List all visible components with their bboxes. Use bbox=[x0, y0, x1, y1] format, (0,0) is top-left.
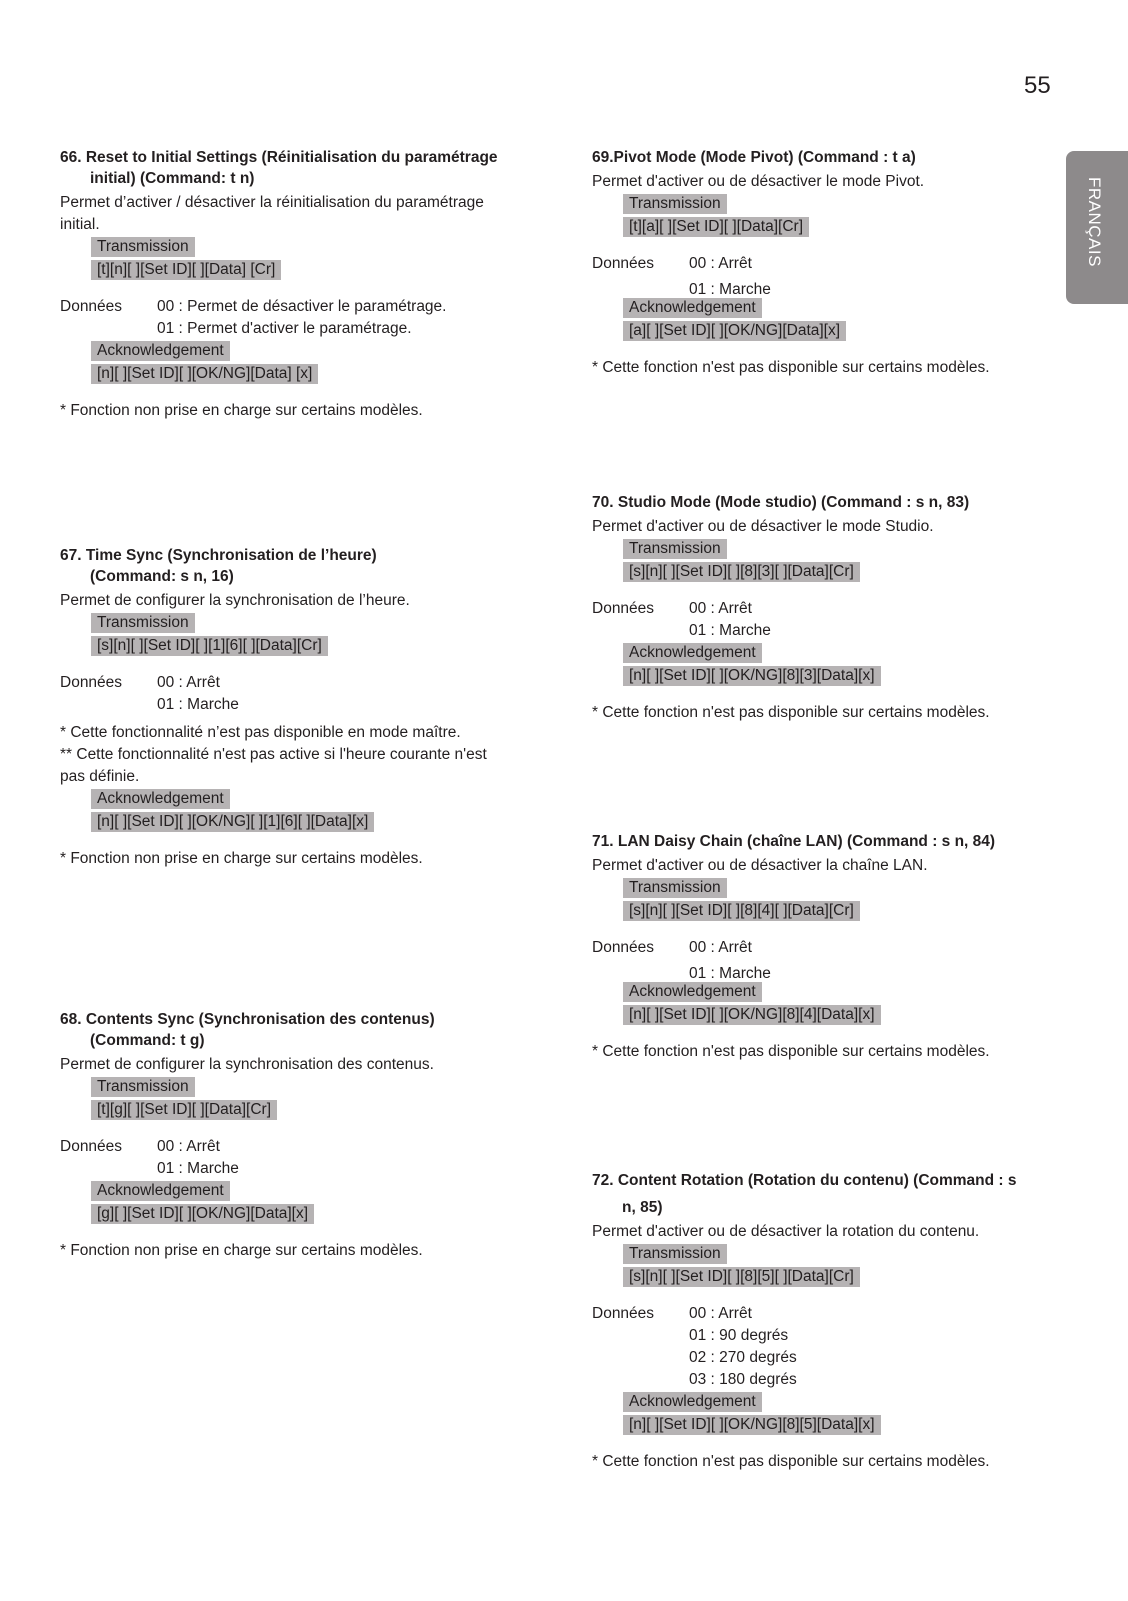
data-label: Données bbox=[592, 600, 655, 617]
title-line-2: (Command: t g) bbox=[90, 1032, 205, 1049]
data-value-02: 02 : 270 degrés bbox=[689, 1349, 797, 1366]
data-value-01: 01 : 90 degrés bbox=[689, 1327, 789, 1344]
section-title bbox=[60, 545, 525, 587]
footnote: * Cette fonction n'est pas disponible sur certains modèles. bbox=[592, 704, 990, 721]
data-value-01: 01 : Marche bbox=[689, 965, 771, 982]
title-line-2: initial) (Command: t n) bbox=[90, 170, 255, 187]
data-label: Données bbox=[60, 1138, 123, 1155]
footnote: * Cette fonction n'est pas disponible sur certains modèles. bbox=[592, 359, 990, 376]
transmission-code: [s][n][ ][Set ID][ ][8][3][ ][Data][Cr] bbox=[623, 562, 860, 582]
footnote: * Fonction non prise en charge sur certains modèles. bbox=[60, 850, 423, 867]
transmission-label: Transmission bbox=[623, 1244, 727, 1264]
description: Permet d'activer ou de désactiver le mode Studio. bbox=[592, 518, 934, 535]
data-value-01: 01 : Permet d'activer le paramétrage. bbox=[157, 320, 412, 337]
data-value-00: 00 : Arrêt bbox=[157, 674, 220, 691]
data-value-00: 00 : Permet de désactiver le paramétrage. bbox=[157, 298, 447, 315]
section-66 bbox=[60, 147, 525, 422]
data-value-00: 00 : Arrêt bbox=[689, 1305, 752, 1322]
data-value-00: 00 : Arrêt bbox=[689, 939, 752, 956]
data-block bbox=[592, 253, 1032, 301]
section-title: 69.Pivot Mode (Mode Pivot) (Command : t a) bbox=[592, 149, 916, 166]
ack-label: Acknowledgement bbox=[623, 1392, 762, 1412]
title-line-1: 66. Reset to Initial Settings (Réinitialisation du paramétrage bbox=[60, 149, 498, 166]
language-tab bbox=[1066, 151, 1128, 304]
ack-code: [n][ ][Set ID][ ][OK/NG][8][4][Data][x] bbox=[623, 1005, 881, 1025]
ack-label: Acknowledgement bbox=[623, 298, 762, 318]
language-tab-label: FRANÇAIS bbox=[1085, 177, 1104, 267]
section-title bbox=[592, 1170, 1032, 1218]
ack-code: [n][ ][Set ID][ ][OK/NG][ ][1][6][ ][Data][x] bbox=[91, 812, 374, 832]
data-block bbox=[592, 937, 1032, 985]
page-number: 55 bbox=[1024, 72, 1051, 99]
title-line-2: (Command: s n, 16) bbox=[90, 568, 234, 585]
data-label: Données bbox=[60, 298, 123, 315]
data-block bbox=[60, 1136, 525, 1180]
data-value-00: 00 : Arrêt bbox=[689, 600, 752, 617]
section-70 bbox=[592, 492, 1032, 724]
data-block bbox=[60, 296, 525, 340]
data-label: Données bbox=[592, 255, 655, 272]
footnote: * Fonction non prise en charge sur certains modèles. bbox=[60, 402, 423, 419]
description: Permet d'activer ou de désactiver la rotation du contenu. bbox=[592, 1223, 980, 1240]
data-value-00: 00 : Arrêt bbox=[157, 1138, 220, 1155]
ack-code: [n][ ][Set ID][ ][OK/NG][8][5][Data][x] bbox=[623, 1415, 881, 1435]
ack-code: [n][ ][Set ID][ ][OK/NG][Data] [x] bbox=[91, 364, 318, 384]
section-68 bbox=[60, 1009, 525, 1262]
data-block bbox=[60, 672, 525, 716]
transmission-code: [t][g][ ][Set ID][ ][Data][Cr] bbox=[91, 1100, 277, 1120]
section-69 bbox=[592, 147, 1032, 379]
transmission-label: Transmission bbox=[91, 1077, 195, 1097]
description: Permet d'activer ou de désactiver la chaîne LAN. bbox=[592, 857, 928, 874]
master-mode-note: * Cette fonctionnalité n’est pas disponible en mode maître. bbox=[60, 724, 461, 741]
description: Permet d'activer ou de désactiver le mode Pivot. bbox=[592, 173, 925, 190]
data-value-01: 01 : Marche bbox=[689, 622, 771, 639]
transmission-code: [s][n][ ][Set ID][ ][8][5][ ][Data][Cr] bbox=[623, 1267, 860, 1287]
section-title bbox=[60, 147, 525, 189]
title-line-1: 67. Time Sync (Synchronisation de l’heure) bbox=[60, 547, 377, 564]
ack-label: Acknowledgement bbox=[623, 643, 762, 663]
data-label: Données bbox=[60, 674, 123, 691]
transmission-label: Transmission bbox=[623, 194, 727, 214]
ack-label: Acknowledgement bbox=[91, 789, 230, 809]
data-value-03: 03 : 180 degrés bbox=[689, 1371, 797, 1388]
description-line-1: Permet d’activer / désactiver la réinitialisation du paramétrage bbox=[60, 194, 484, 211]
section-72 bbox=[592, 1170, 1032, 1473]
ack-code: [a][ ][Set ID][ ][OK/NG][Data][x] bbox=[623, 321, 846, 341]
data-value-01: 01 : Marche bbox=[689, 281, 771, 298]
data-label: Données bbox=[592, 939, 655, 956]
title-line-1: 68. Contents Sync (Synchronisation des contenus) bbox=[60, 1011, 435, 1028]
description: Permet de configurer la synchronisation des contenus. bbox=[60, 1056, 434, 1073]
footnote: * Cette fonction n'est pas disponible sur certains modèles. bbox=[592, 1043, 990, 1060]
transmission-code: [t][n][ ][Set ID][ ][Data] [Cr] bbox=[91, 260, 281, 280]
transmission-label: Transmission bbox=[623, 878, 727, 898]
transmission-code: [s][n][ ][Set ID][ ][8][4][ ][Data][Cr] bbox=[623, 901, 860, 921]
transmission-code: [t][a][ ][Set ID][ ][Data][Cr] bbox=[623, 217, 809, 237]
description: Permet de configurer la synchronisation de l’heure. bbox=[60, 592, 410, 609]
title-line-1: 72. Content Rotation (Rotation du contenu) (Command : s bbox=[592, 1172, 1017, 1189]
ack-label: Acknowledgement bbox=[623, 982, 762, 1002]
section-71 bbox=[592, 831, 1032, 1063]
section-title: 70. Studio Mode (Mode studio) (Command : s n, 83) bbox=[592, 494, 970, 511]
data-value-01: 01 : Marche bbox=[157, 696, 239, 713]
footnote: * Fonction non prise en charge sur certains modèles. bbox=[60, 1242, 423, 1259]
section-title: 71. LAN Daisy Chain (chaîne LAN) (Command : s n, 84) bbox=[592, 833, 996, 850]
section-title bbox=[60, 1009, 525, 1051]
transmission-label: Transmission bbox=[91, 613, 195, 633]
time-not-set-note-line-1: ** Cette fonctionnalité n'est pas active si l'heure courante n'est bbox=[60, 746, 487, 763]
description bbox=[60, 192, 525, 236]
ack-code: [g][ ][Set ID][ ][OK/NG][Data][x] bbox=[91, 1204, 314, 1224]
ack-label: Acknowledgement bbox=[91, 1181, 230, 1201]
section-67 bbox=[60, 545, 525, 870]
transmission-label: Transmission bbox=[623, 539, 727, 559]
data-label: Données bbox=[592, 1305, 655, 1322]
ack-label: Acknowledgement bbox=[91, 341, 230, 361]
data-value-01: 01 : Marche bbox=[157, 1160, 239, 1177]
data-block bbox=[592, 598, 1032, 642]
transmission-label: Transmission bbox=[91, 237, 195, 257]
time-not-set-note-line-2: pas définie. bbox=[60, 768, 140, 785]
description-line-2: initial. bbox=[60, 216, 100, 233]
data-value-00: 00 : Arrêt bbox=[689, 255, 752, 272]
title-line-2: n, 85) bbox=[622, 1199, 663, 1216]
footnote: * Cette fonction n'est pas disponible sur certains modèles. bbox=[592, 1453, 990, 1470]
ack-code: [n][ ][Set ID][ ][OK/NG][8][3][Data][x] bbox=[623, 666, 881, 686]
transmission-code: [s][n][ ][Set ID][ ][1][6][ ][Data][Cr] bbox=[91, 636, 328, 656]
data-block bbox=[592, 1303, 1032, 1391]
